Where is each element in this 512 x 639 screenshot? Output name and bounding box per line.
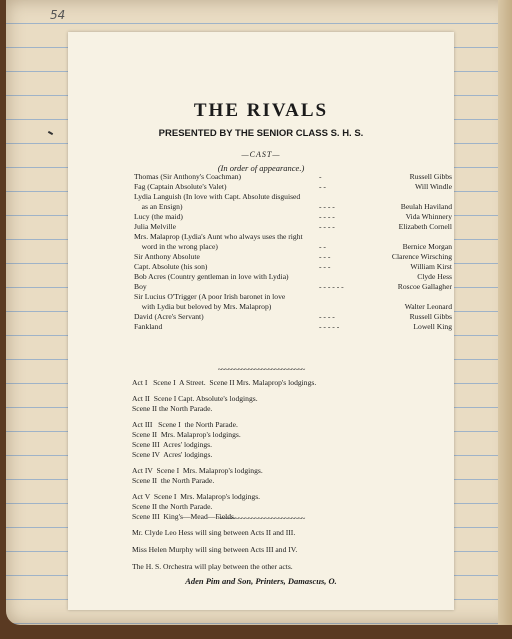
scene-line: Scene II Mrs. Malaprop's lodgings. [132,430,241,439]
cast-row [134,232,456,242]
cast-row [134,182,456,192]
cast-actor: Walter Leonard [404,302,452,311]
printer-credit: Aden Pim and Son, Printers, Damascus, O. [185,576,337,586]
pencil-mark [48,131,53,135]
cast-leader: - [319,172,322,181]
note-line: The H. S. Orchestra will play between the other acts. [132,562,293,571]
scene-line: Scene III King's—Mead—Fields. [132,512,236,521]
cast-role: Boy [134,282,147,291]
cast-row [134,202,456,212]
cast-leader: - - - - [319,312,335,321]
cast-row [134,302,456,312]
cast-role: Capt. Absolute (his son) [134,262,208,271]
cast-leader: - - [319,182,326,191]
scene-line: Act IV Scene I Mrs. Malaprop's lodgings. [132,466,263,475]
cast-leader: - - - - [319,212,335,221]
cast-actor: Russell Gibbs [409,312,452,321]
cast-actor: Bernice Morgan [402,242,452,251]
cast-heading: —CAST— [241,150,281,159]
cast-actor: Lowell King [413,322,452,331]
cast-row [134,292,456,302]
scene-line: Scene II the North Parade. [132,476,215,485]
cast-actor: Russell Gibbs [409,172,452,181]
page-number: 54 [50,8,66,22]
cast-row [134,192,456,202]
cast-actor: Vida Whinnery [405,212,452,221]
scene-line: Act II Scene I Capt. Absolute's lodgings. [132,394,258,403]
cast-actor: William Kirst [410,262,452,271]
scene-line: Scene IV Acres' lodgings. [132,450,213,459]
order-note: (In order of appearance.) [217,163,305,173]
intermission-notes [132,528,452,579]
cast-actor: Will Windle [414,182,452,191]
cast-actor: Beulah Haviland [400,202,452,211]
cast-role: Bob Acres (Country gentleman in love with Lydia) [134,272,289,281]
program-title: THE RIVALS [193,100,329,121]
cast-leader: - - - - [319,222,335,231]
cast-role: Julia Melville [134,222,176,231]
program-subtitle: PRESENTED BY THE SENIOR CLASS S. H. S. [158,128,364,139]
cast-row [134,172,456,182]
cast-row [134,242,456,252]
cast-role: Sir Anthony Absolute [134,252,200,261]
divider-top: ~~~~~~~~~~~~~~~~~~~~~~~~~~ [217,365,305,374]
cast-leader: - - - - - [319,322,340,331]
note-line: Mr. Clyde Leo Hess will sing between Acts II and III. [132,528,296,537]
scene-line: Scene II the North Parade. [132,404,213,413]
program-sheet [68,32,454,610]
cast-actor: Clyde Hess [417,272,452,281]
cast-leader: - - - [319,262,331,271]
cast-role: Sir Lucius O'Trigger (A poor Irish baronet in love [134,292,286,301]
cast-row [134,222,456,232]
cast-role: with Lydia but beloved by Mrs. Malaprop) [134,302,272,311]
scene-line: Act I Scene I A Street. Scene II Mrs. Malaprop's lodgings. [132,378,317,387]
cast-list [134,172,456,332]
scene-line: Scene III Acres' lodgings. [132,440,213,449]
cast-row [134,262,456,272]
note-line: Miss Helen Murphy will sing between Acts III and IV. [132,545,298,554]
cast-actor: Elizabeth Cornell [398,222,452,231]
scene-line: Scene II the North Parade. [132,502,213,511]
scene-list [132,378,452,522]
cast-role: Lucy (the maid) [134,212,183,221]
cast-row [134,282,456,292]
scene-line: Act III Scene I the North Parade. [132,420,238,429]
cast-role: David (Acre's Servant) [134,312,204,321]
cast-leader: - - [319,242,326,251]
cast-row [134,312,456,322]
cast-leader: - - - - [319,202,335,211]
notebook-page-edge [498,0,512,625]
cast-actor: Clarence Wirsching [391,252,452,261]
divider-bottom: ~~~~~~~~~~~~~~~~~~~~~~~~~~ [217,514,305,523]
cast-role: as an Ensign) [134,202,183,211]
cast-leader: - - - - - - [319,282,344,291]
cast-role: Fankland [134,322,163,331]
cast-role: word in the wrong place) [134,242,218,251]
cast-role: Thomas (Sir Anthony's Coachman) [134,172,242,181]
cast-role: Lydia Languish (In love with Capt. Absolute disguised [134,192,301,201]
cast-leader: - - - [319,252,331,261]
cast-role: Fag (Captain Absolute's Valet) [134,182,227,191]
scene-line: Act V Scene I Mrs. Malaprop's lodgings. [132,492,261,501]
cast-actor: Roscoe Gallagher [397,282,452,291]
cast-row [134,252,456,262]
cast-row [134,322,456,332]
cast-row [134,212,456,222]
cast-row [134,272,456,282]
cast-role: Mrs. Malaprop (Lydia's Aunt who always uses the right [134,232,303,241]
